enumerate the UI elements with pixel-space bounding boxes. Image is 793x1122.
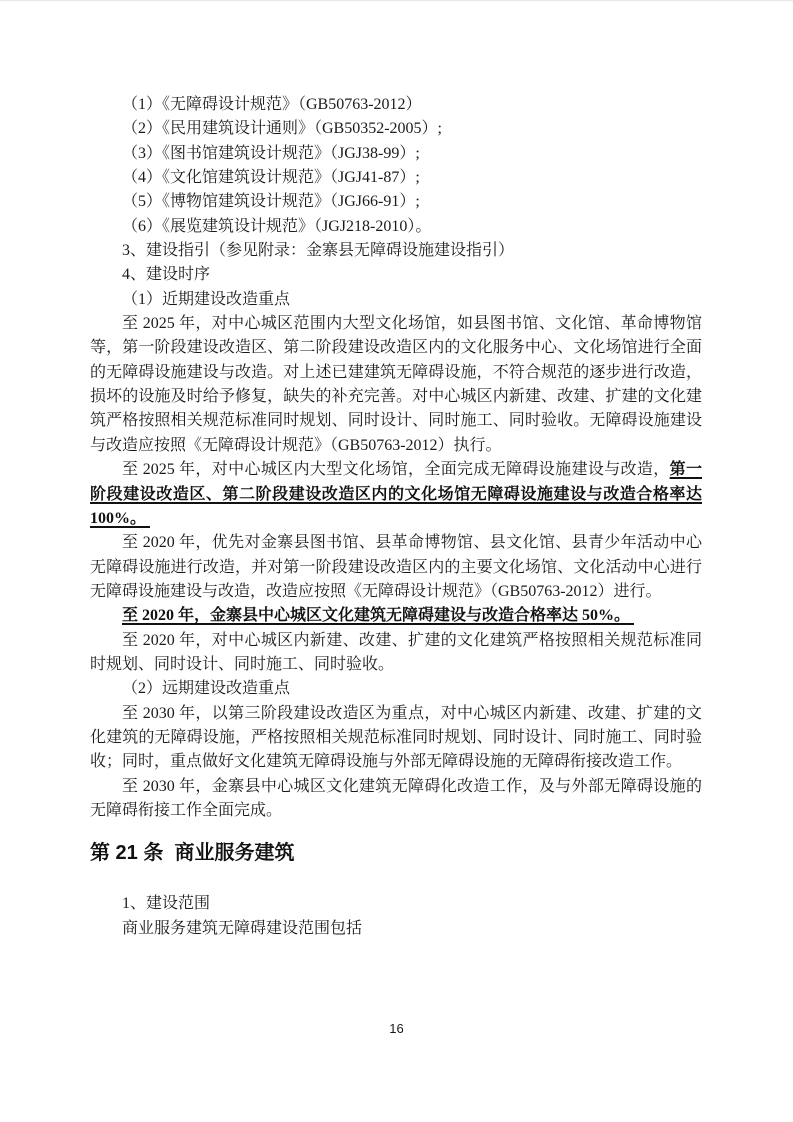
reference-item-3 (90, 142, 702, 166)
text-run: 3、建设指引（参见附录：金寨县无障碍设施建设指引） (122, 242, 515, 260)
paragraph-2030-focus (90, 702, 702, 775)
emphasized-text: 第一阶段建设改造区、第二阶段建设改造区内的文化场馆无障碍设施建设与改造合格率达 100%。 (90, 461, 702, 527)
text-run: 至 2020 年，对中心城区内新建、改建、扩建的文化建筑严格按照相关规范标准同时规划、同时设计、同时施工、同时验收。 (90, 631, 702, 673)
paragraph-2025-target (90, 458, 702, 531)
text-run: （4）《文化馆建筑设计规范》（JGJ41-87）; (122, 169, 420, 187)
text-run: 至 2025 年，对中心城区内大型文化场馆，全面完成无障碍设施建设与改造， (122, 461, 670, 479)
paragraph-2020-new-build (90, 629, 702, 678)
text-run: 商业服务建筑无障碍建设范围包括 (122, 919, 363, 937)
text-run: 至 2030 年，以第三阶段建设改造区为重点，对中心城区内新建、改建、扩建的文化建筑的无障碍设施，严格按照相关规范标准同时规划、同时设计、同时施工、同时验收；同时，重点做好文化建筑无障碍设施与外部无障碍设施的无障碍衔接改造工作。 (90, 704, 702, 771)
numbered-item-1-scope (90, 892, 702, 916)
reference-item-6 (90, 215, 702, 239)
emphasized-text: 至 2020 年，金寨县中心城区文化建筑无障碍建设与改造合格率达 50%。 (122, 607, 635, 625)
reference-item-4 (90, 166, 702, 190)
text-run: 至 2020 年，优先对金寨县图书馆、县革命博物馆、县文化馆、县青少年活动中心无障碍设施进行改造，并对第一阶段建设改造区内的主要文化场馆、文化活动中心进行无障碍设施建设与改造，改造应按照《无障碍设计规范》（GB50763-2012）进行。 (90, 534, 702, 600)
text-run: （6）《展览建筑设计规范》（JGJ218-2010）。 (122, 217, 432, 235)
text-run: 至 2030 年，金寨县中心城区文化建筑无障碍化改造工作，及与外部无障碍设施的无障碍衔接工作全面完成。 (90, 777, 702, 819)
sub-item-long-term (90, 677, 702, 701)
reference-item-5 (90, 190, 702, 214)
text-run: （2）《民用建筑设计通则》（GB50352-2005）; (122, 120, 443, 138)
text-run: （2）远期建设改造重点 (122, 680, 291, 698)
numbered-item-4 (90, 263, 702, 287)
scope-intro-line (90, 917, 702, 941)
text-run: 至 2025 年，对中心城区范围内大型文化场馆，如县图书馆、文化馆、革命博物馆等，第一阶段建设改造区、第二阶段建设改造区内的文化服务中心、文化场馆进行全面的无障碍设施建设与改造。对上述已建建筑无障碍设施，不符合规范的逐步进行改造，损坏的设施及时给予修复，缺失的补充完善。对中心城区内新建、改建、扩建的文化建筑严格按照相关规范标准同时规划、同时设计、同时施工、同时验收。无障碍设施建设与改造应按照《无障碍设计规范》（GB50763-2012）执行。 (90, 315, 702, 454)
text-run: （1）近期建设改造重点 (122, 290, 291, 308)
text-run: （1）《无障碍设计规范》（GB50763-2012） (122, 96, 422, 113)
text-run: （5）《博物馆建筑设计规范》（JGJ66-91）; (122, 193, 420, 211)
paragraph-2020-target (90, 604, 702, 628)
text-run: （3）《图书馆建筑设计规范》（JGJ38-99）; (122, 144, 420, 162)
paragraph-2030-complete (90, 775, 702, 824)
document-body (90, 93, 702, 941)
article-21-heading (90, 840, 702, 866)
reference-item-2 (90, 117, 702, 141)
reference-item-1 (90, 93, 702, 117)
text-run: 1、建设范围 (122, 895, 211, 913)
sub-item-near-term (90, 288, 702, 312)
text-run: 第 21 条 商业服务建筑 (90, 842, 295, 865)
paragraph-2025-scope (90, 312, 702, 458)
text-run: 4、建设时序 (122, 266, 211, 284)
numbered-item-3 (90, 239, 702, 263)
page-number: 16 (389, 1021, 404, 1036)
paragraph-2020-priority (90, 531, 702, 604)
